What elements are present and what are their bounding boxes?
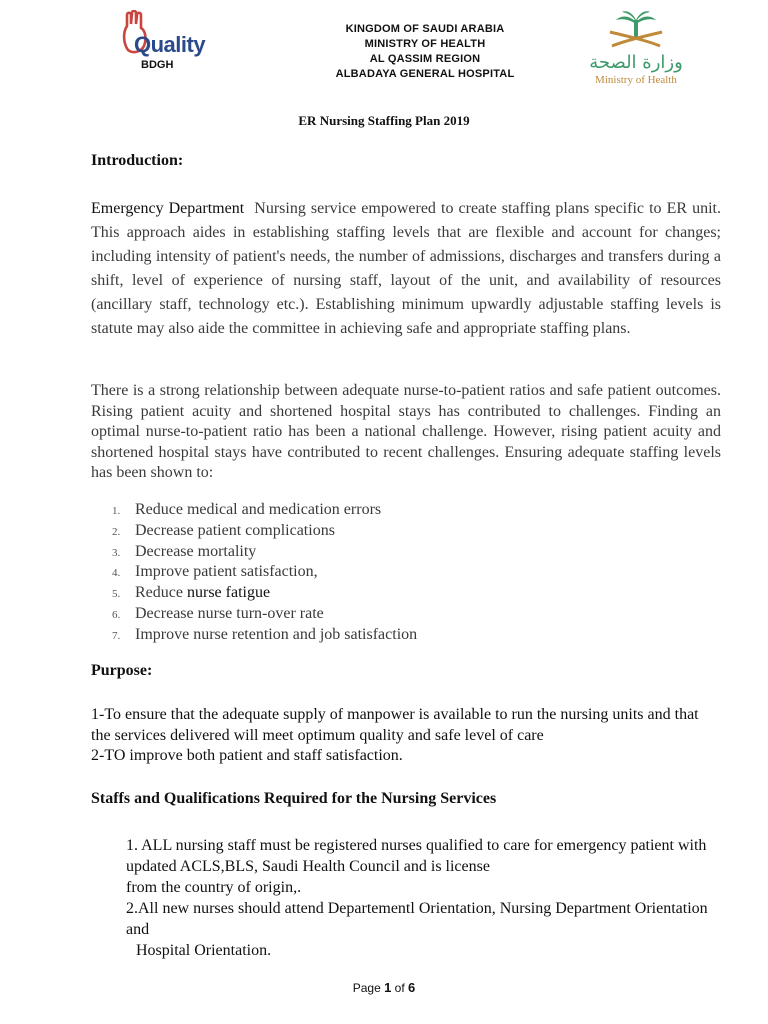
list-item <box>108 542 708 563</box>
list-item-number: 2. <box>112 525 121 538</box>
staffing-item-2-cont: Hospital Orientation. <box>136 942 272 959</box>
org-line-country: KINGDOM OF SAUDI ARABIA <box>345 23 505 35</box>
page-label: Page <box>352 981 381 995</box>
list-item-emphasis: nurse fatigue <box>186 584 271 602</box>
introduction-paragraph <box>91 197 721 341</box>
list-item-number: 4. <box>112 567 121 580</box>
moh-logo-english: Ministry of Health <box>595 74 677 86</box>
staffing-item-1-cont: from the country of origin,. <box>126 879 302 896</box>
list-item <box>108 500 708 521</box>
introduction-lead: Emergency Department <box>91 200 245 217</box>
quality-logo-text: Quality <box>134 32 206 57</box>
list-item-number: 7. <box>112 629 121 642</box>
moh-logo-arabic: وزارة الصحة <box>589 52 683 73</box>
benefits-list <box>108 500 708 646</box>
org-line-region: AL QASSIM REGION <box>369 53 481 65</box>
relationship-paragraph: There is a strong relationship between adequate nurse-to-patient ratios and safe patient outcomes. Rising patient acuity and shortened hospital stays has contributed to challenges. Finding an optimal nurse-to-patient ratio has been a national challenge. However, rising patient acuity and shortened hospital stays have contributed to recent challenges. Ensuring adequate staffing levels has been shown to: <box>91 382 721 481</box>
staffing-heading: Staffs and Qualifications Required for the Nursing Services <box>91 790 497 807</box>
list-item-text: Decrease nurse turn-over rate <box>135 604 324 622</box>
list-item-text: Decrease patient complications <box>135 521 335 539</box>
purpose-heading: Purpose: <box>91 662 153 679</box>
purpose-line-1: 1-To ensure that the adequate supply of manpower is available to run the nursing units and that the services delivered will meet optimum quality and safe level of care <box>91 706 699 744</box>
purpose-text <box>91 705 721 767</box>
org-line-hospital: ALBADAYA GENERAL HOSPITAL <box>335 68 515 80</box>
document-title: ER Nursing Staffing Plan 2019 <box>298 113 470 128</box>
list-item <box>108 521 708 542</box>
quality-logo-sub: BDGH <box>141 59 174 71</box>
moh-logo <box>580 10 690 90</box>
staffing-text <box>126 835 718 961</box>
list-item-number: 5. <box>112 588 121 601</box>
list-item <box>108 583 708 604</box>
staffing-item-1: 1. ALL nursing staff must be registered nurses qualified to care for emergency patient with updated ACLS,BLS, Saudi Health Council and is license <box>126 837 707 875</box>
list-item-text: Improve patient satisfaction, <box>135 563 318 581</box>
quality-logo <box>118 10 213 76</box>
staffing-item-2: 2.All new nurses should attend Departementl Orientation, Nursing Department Orientation and <box>126 900 708 938</box>
list-item <box>108 562 708 583</box>
page-total: 6 <box>408 980 416 995</box>
page-current: 1 <box>384 980 392 995</box>
list-item <box>108 625 708 646</box>
introduction-body: Nursing service empowered to create staffing plans specific to ER unit. This approach aides in establishing staffing levels that are flexible and account for changes; including intensity of patient's needs, the number of admissions, discharges and transfers during a shift, level of experience of nursing staff, layout of the unit, and availability of resources (ancillary staff, technology etc.). Establishing minimum upwardly adjustable staffing levels is statute may also aide the committee in achieving safe and appropriate staffing plans. <box>91 200 721 337</box>
list-item-text: Reduce <box>135 584 183 602</box>
org-line-ministry: MINISTRY OF HEALTH <box>364 38 486 50</box>
list-item-number: 3. <box>112 546 121 559</box>
page-of-label: of <box>394 981 405 995</box>
list-item-number: 1. <box>112 505 121 517</box>
list-item-text: Reduce medical and medication errors <box>135 501 382 518</box>
organization-header <box>300 22 550 82</box>
introduction-heading: Introduction: <box>91 152 184 169</box>
list-item-text: Improve nurse retention and job satisfaction <box>135 625 418 643</box>
page-footer <box>0 980 768 995</box>
list-item <box>108 604 708 625</box>
palm-swords-emblem-icon <box>606 10 666 52</box>
purpose-line-2: 2-TO improve both patient and staff satisfaction. <box>91 747 403 764</box>
list-item-text: Decrease mortality <box>135 542 257 560</box>
list-item-number: 6. <box>112 608 121 621</box>
